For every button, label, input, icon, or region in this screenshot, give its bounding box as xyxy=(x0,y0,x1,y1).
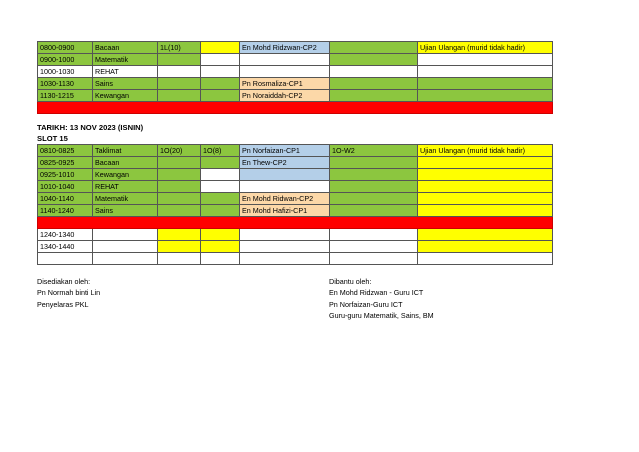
schedule-cell xyxy=(330,157,418,169)
schedule-row xyxy=(38,193,553,205)
schedule-cell xyxy=(240,181,330,193)
schedule-cell xyxy=(418,241,553,253)
schedule-cell xyxy=(330,90,418,102)
schedule-cell: Sains xyxy=(93,78,158,90)
schedule-cell xyxy=(418,54,553,66)
schedule-row xyxy=(38,229,553,241)
schedule-cell xyxy=(201,66,240,78)
schedule-cell: REHAT xyxy=(93,66,158,78)
schedule-cell xyxy=(201,42,240,54)
assisted-by-group: Guru-guru Matematik, Sains, BM xyxy=(329,310,434,320)
prepared-by-label: Disediakan oleh: xyxy=(37,277,91,286)
schedule-table-1 xyxy=(37,41,553,114)
break-divider-cell xyxy=(38,217,553,229)
schedule-cell xyxy=(158,253,201,265)
schedule-cell xyxy=(201,78,240,90)
schedule-cell xyxy=(418,169,553,181)
schedule-cell: En Mohd Ridzwan-CP2 xyxy=(240,42,330,54)
schedule-cell xyxy=(240,169,330,181)
schedule-cell xyxy=(418,181,553,193)
schedule-cell xyxy=(418,193,553,205)
prepared-by-block xyxy=(37,276,100,310)
schedule-cell xyxy=(240,241,330,253)
prepared-by-name: Pn Normah binti Lin xyxy=(37,288,101,298)
schedule-cell: En Mohd Ridwan-CP2 xyxy=(240,193,330,205)
schedule-cell: Pn Noraiddah-CP2 xyxy=(240,90,330,102)
schedule-cell: 1240-1340 xyxy=(38,229,93,241)
schedule-cell: 1L(10) xyxy=(158,42,201,54)
schedule-cell xyxy=(418,253,553,265)
schedule-cell xyxy=(201,253,240,265)
schedule-cell xyxy=(158,241,201,253)
schedule-cell: Ujian Ulangan (murid tidak hadir) xyxy=(418,42,553,54)
schedule-cell: En Thew-CP2 xyxy=(240,157,330,169)
schedule-row xyxy=(38,169,553,181)
schedule-row xyxy=(38,66,553,78)
schedule-cell xyxy=(418,157,553,169)
schedule-row xyxy=(38,241,553,253)
schedule-cell xyxy=(330,193,418,205)
schedule-cell: Bacaan xyxy=(93,42,158,54)
schedule-cell xyxy=(158,205,201,217)
schedule-cell xyxy=(330,181,418,193)
schedule-cell xyxy=(330,241,418,253)
schedule-cell xyxy=(93,253,158,265)
date-heading: TARIKH: 13 NOV 2023 (ISNIN) xyxy=(37,123,144,132)
schedule-cell: 1O(20) xyxy=(158,145,201,157)
schedule-cell xyxy=(418,78,553,90)
schedule-cell: 1130-1215 xyxy=(38,90,93,102)
schedule-cell xyxy=(240,54,330,66)
schedule-cell: En Mohd Hafizi-CP1 xyxy=(240,205,330,217)
schedule-cell xyxy=(93,229,158,241)
schedule-cell: Pn Norfaizan-CP1 xyxy=(240,145,330,157)
schedule-cell xyxy=(240,66,330,78)
schedule-row xyxy=(38,90,553,102)
schedule-row xyxy=(38,253,553,265)
schedule-cell: Matematik xyxy=(93,193,158,205)
schedule-cell xyxy=(158,66,201,78)
schedule-cell xyxy=(418,229,553,241)
schedule-cell: Sains xyxy=(93,205,158,217)
schedule-cell xyxy=(330,229,418,241)
schedule-cell: 0825-0925 xyxy=(38,157,93,169)
schedule-cell: 0900-1000 xyxy=(38,54,93,66)
schedule-cell xyxy=(201,193,240,205)
schedule-cell xyxy=(418,66,553,78)
schedule-cell xyxy=(201,241,240,253)
schedule-row xyxy=(38,78,553,90)
schedule-cell xyxy=(158,181,201,193)
schedule-row xyxy=(38,157,553,169)
schedule-cell xyxy=(158,229,201,241)
schedule-cell: Bacaan xyxy=(93,157,158,169)
schedule-cell xyxy=(418,90,553,102)
schedule-cell xyxy=(240,229,330,241)
schedule-cell: Kewangan xyxy=(93,90,158,102)
schedule-cell xyxy=(330,66,418,78)
schedule-cell xyxy=(93,241,158,253)
schedule-cell xyxy=(330,78,418,90)
schedule-cell xyxy=(201,90,240,102)
schedule-row xyxy=(38,205,553,217)
schedule-cell: 1O(8) xyxy=(201,145,240,157)
schedule-cell xyxy=(158,90,201,102)
schedule-cell xyxy=(158,169,201,181)
schedule-cell: Pn Rosmaliza-CP1 xyxy=(240,78,330,90)
schedule-cell: Kewangan xyxy=(93,169,158,181)
schedule-cell xyxy=(158,78,201,90)
schedule-cell: Matematik xyxy=(93,54,158,66)
schedule-row xyxy=(38,42,553,54)
schedule-cell xyxy=(240,253,330,265)
schedule-cell xyxy=(201,205,240,217)
schedule-cell: 1000-1030 xyxy=(38,66,93,78)
schedule-cell: Taklimat xyxy=(93,145,158,157)
schedule-table-2 xyxy=(37,144,553,265)
schedule-cell xyxy=(201,181,240,193)
assisted-by-person-2: Pn Norfaizan-Guru ICT xyxy=(329,299,403,309)
schedule-cell: 0925-1010 xyxy=(38,169,93,181)
schedule-cell: 0800-0900 xyxy=(38,42,93,54)
schedule-cell xyxy=(330,169,418,181)
schedule-cell: 1030-1130 xyxy=(38,78,93,90)
schedule-cell xyxy=(330,54,418,66)
assisted-by-block xyxy=(329,276,434,321)
schedule-cell: 1040-1140 xyxy=(38,193,93,205)
schedule-row xyxy=(38,54,553,66)
schedule-cell: Ujian Ulangan (murid tidak hadir) xyxy=(418,145,553,157)
schedule-cell xyxy=(201,229,240,241)
schedule-cell xyxy=(38,253,93,265)
schedule-row xyxy=(38,145,553,157)
schedule-cell xyxy=(158,193,201,205)
assisted-by-label: Dibantu oleh: xyxy=(329,277,372,286)
schedule-cell xyxy=(158,54,201,66)
break-divider-row xyxy=(38,102,553,114)
schedule-cell: 1340-1440 xyxy=(38,241,93,253)
schedule-cell xyxy=(158,157,201,169)
break-divider-cell xyxy=(38,102,553,114)
schedule-cell: 0810-0825 xyxy=(38,145,93,157)
schedule-cell xyxy=(418,205,553,217)
slot-heading: SLOT 15 xyxy=(37,134,68,143)
schedule-cell xyxy=(330,205,418,217)
schedule-cell xyxy=(201,54,240,66)
assisted-by-person-1: En Mohd Ridzwan - Guru ICT xyxy=(329,288,424,298)
schedule-cell: REHAT xyxy=(93,181,158,193)
break-divider-row xyxy=(38,217,553,229)
schedule-cell: 1O-W2 xyxy=(330,145,418,157)
prepared-by-role: Penyelaras PKL xyxy=(37,299,89,309)
schedule-row xyxy=(38,181,553,193)
schedule-cell xyxy=(330,253,418,265)
schedule-cell: 1010-1040 xyxy=(38,181,93,193)
schedule-cell xyxy=(201,169,240,181)
schedule-cell xyxy=(201,157,240,169)
schedule-cell xyxy=(330,42,418,54)
schedule-cell: 1140-1240 xyxy=(38,205,93,217)
